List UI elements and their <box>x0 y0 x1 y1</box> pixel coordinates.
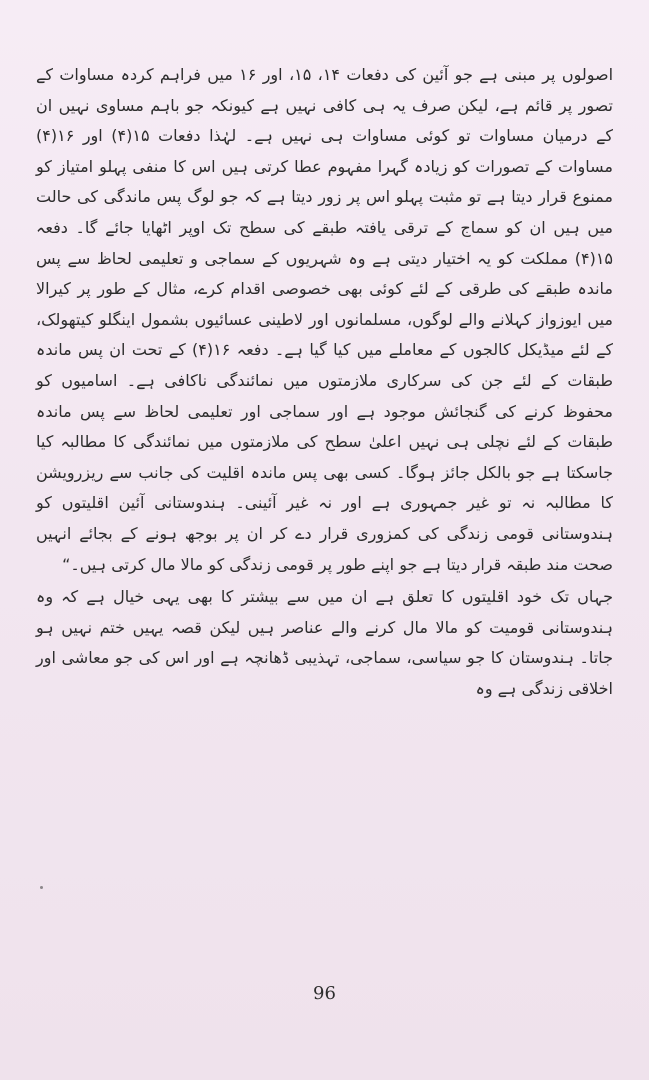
paragraph-2: جہاں تک خود اقلیتوں کا تعلق ہے ان میں سے بیشتر کا بھی یہی خیال ہے کہ وہ ہندوستانی قومیت کو مالا مال کرنے والے عناصر ہیں لیکن قصہ یہیں ختم نہیں ہو جاتا۔ ہندوستان کا جو سیاسی، سماجی، تہذیبی ڈھانچہ ہے اور اس کی جو معاشی اور اخلاقی زندگی ہے وہ <box>36 587 613 698</box>
paragraph-1: اصولوں پر مبنی ہے جو آئین کی دفعات ۱۴، ۱۵، اور ۱۶ میں فراہم کردہ مساوات کے تصور پر قائم ہے، لیکن صرف یہ ہی کافی نہیں ہے کیونکہ جو باہم مساوی نہیں ان کے درمیان مساوات تو کوئی مساوات ہی نہیں ہے۔ لہٰذا دفعات ۱۵(۴) اور ۱۶(۴) مساوات کے تصورات کو زیادہ گہرا مفہوم عطا کرتی ہیں اس کا منفی پہلو امتیاز کو ممنوع قرار دیتا ہے تو مثبت پہلو اس پر زور دیتا ہے کہ جو لوگ پس ماندگی کی حالت میں ہیں ان کو سماج کے ترقی یافتہ طبقے کی سطح تک اوپر اٹھایا جائے گا۔ دفعہ ۱۵(۴) مملکت کو یہ اختیار دیتی ہے وہ شہریوں کے سماجی و تعلیمی لحاظ سے پس ماندہ طبقے کی طرقی کے لئے کوئی بھی خصوصی اقدام کرے، مثال کے طور پر کیرالا میں ایوزواز کہلانے والے لوگوں، مسلمانوں اور لاطینی عسائیوں بشمول اینگلو کیتھولک، کے لئے میڈیکل کالجوں کے معاملے میں کیا گیا ہے۔ دفعہ ۱۶(۴) کے تحت ان پس ماندہ طبقات کے لئے جن کی سرکاری ملازمتوں میں نمائندگی ناکافی ہے۔ اسامیوں کو محفوظ کرنے کی گنجائش موجود ہے اور سماجی اور تعلیمی لحاظ سے پس ماندہ طبقات کے لئے نچلی ہی نہیں اعلیٰ سطح کی ملازمتوں میں نمائندگی کا مطالبہ کیا جاسکتا ہے جو بالکل جائز ہوگا۔ کسی بھی پس ماندہ اقلیت کی جانب سے ریزرویشن کا مطالبہ نہ تو غیر جمہوری ہے اور نہ غیر آئینی۔ ہندوستانی آئین اقلیتوں کو ہندوستانی قومی زندگی کی کمزوری قرار دے کر ان پر بوجھ ہونے کے بجائے انہیں صحت مند طبقہ قرار دیتا ہے جو اپنے طور پر قومی زندگی کو مالا مال کرتی ہیں۔“ <box>36 65 614 574</box>
page-number: 96 <box>313 983 336 1004</box>
paper-speck <box>40 886 43 889</box>
body-text <box>36 60 613 704</box>
